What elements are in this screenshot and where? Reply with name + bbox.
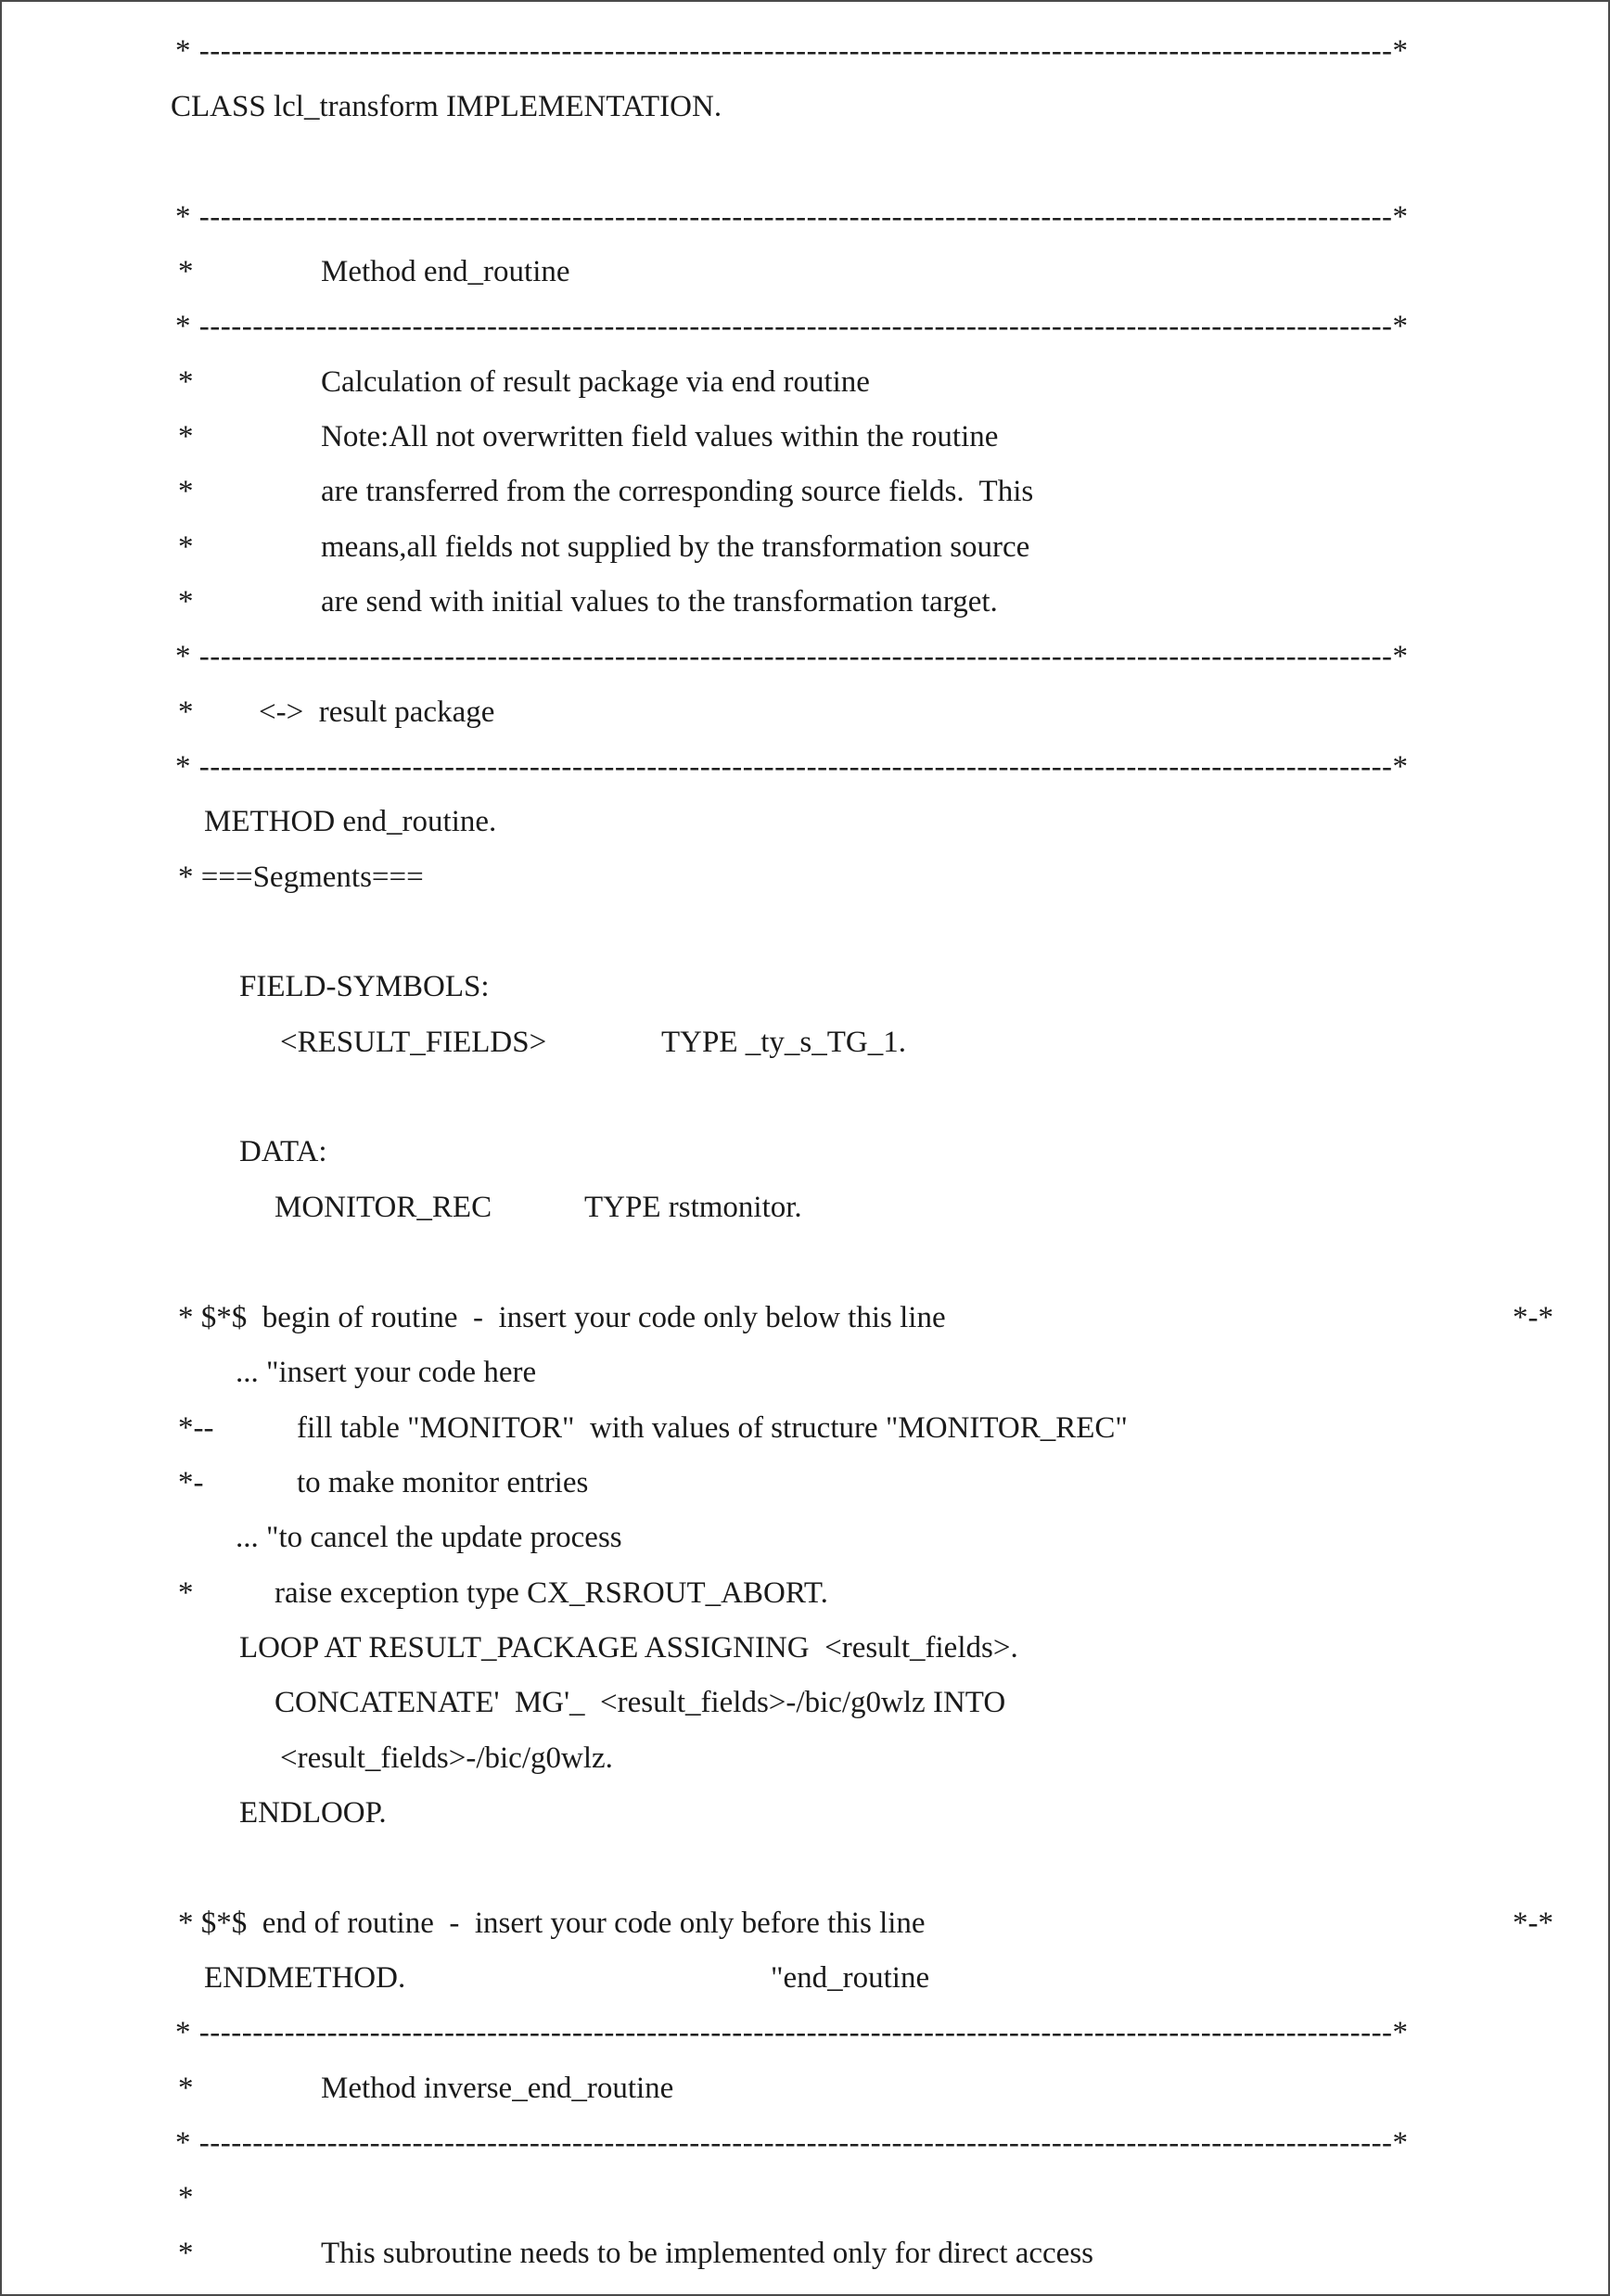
code-line [2,2006,1608,2060]
comment-rule: * ----------------------------------------------------------------------------------------------------------------* [175,750,1409,784]
code-line [2,2226,1608,2281]
code-statement: ... "to cancel the update process [236,1521,622,1554]
code-line [2,685,1608,740]
comment-rule: * ----------------------------------------------------------------------------------------------------------------* [175,200,1409,234]
code-line [2,300,1608,354]
code-line [2,245,1608,300]
comment-text: This subroutine needs to be implemented only for direct access [321,2237,1094,2270]
code-statement: CONCATENATE' MG'_ <result_fields>-/bic/g0wlz INTO [275,1686,1006,1719]
comment-text: to make monitor entries [297,1466,589,1499]
comment-star: * [178,2237,194,2270]
code-line [2,1291,1608,1346]
code-line [2,2061,1608,2116]
comment-star: *-- [178,1411,214,1445]
code-line [2,1125,1608,1180]
comment-star: * [178,475,194,508]
comment-text: * $*$ end of routine - insert your code only before this line [178,1907,926,1940]
code-type: TYPE _ty_s_TG_1. [661,1026,906,1059]
comment-text: <-> result package [259,695,495,729]
comment-text: Note:All not overwritten field values within the routine [321,420,999,453]
method-heading: Method inverse_end_routine [321,2072,674,2105]
code-line [2,960,1608,1014]
code-statement: ENDLOOP. [239,1796,387,1830]
code-line [2,2171,1608,2226]
comment-rule: * ----------------------------------------------------------------------------------------------------------------* [175,34,1409,68]
code-line [2,80,1608,134]
comment-text: Calculation of result package via end routine [321,365,870,399]
code-line [2,1511,1608,1565]
comment-end-marker: *-* [1513,1301,1553,1334]
method-statement: METHOD end_routine. [204,805,497,838]
code-line [2,1951,1608,2006]
code-statement: DATA: [239,1135,327,1168]
comment-rule: * ----------------------------------------------------------------------------------------------------------------* [175,640,1409,673]
comment-rule: * ----------------------------------------------------------------------------------------------------------------* [175,2126,1409,2160]
code-line [2,575,1608,630]
comment-star: * [178,2181,194,2214]
code-line [2,1786,1608,1841]
code-line [2,1621,1608,1676]
comment-star: * [178,365,194,399]
code-statement: <result_fields>-/bic/g0wlz. [280,1741,613,1775]
comment-star: * [178,420,194,453]
code-line [2,1346,1608,1400]
code-line [2,1676,1608,1730]
method-heading: Method end_routine [321,255,570,288]
comment-text: are send with initial values to the transformation target. [321,585,998,619]
code-statement: LOOP AT RESULT_PACKAGE ASSIGNING <result_fields>. [239,1631,1018,1665]
code-line [2,1731,1608,1786]
code-type: TYPE rstmonitor. [584,1191,802,1224]
comment-text: * ===Segments=== [178,861,424,894]
code-line [2,1896,1608,1951]
comment-text: raise exception type CX_RSROUT_ABORT. [275,1576,828,1610]
code-statement: FIELD-SYMBOLS: [239,970,490,1003]
code-line [2,1180,1608,1235]
class-declaration: CLASS lcl_transform IMPLEMENTATION. [171,90,722,123]
comment-star: * [178,530,194,564]
comment-star: *- [178,1466,204,1499]
code-line [2,795,1608,849]
method-statement: ENDMETHOD. [204,1961,406,1995]
code-line [2,355,1608,410]
comment-text: are transferred from the corresponding source fields. This [321,475,1034,508]
code-identifier: MONITOR_REC [275,1191,492,1224]
code-line [2,465,1608,519]
code-line [2,410,1608,465]
comment-star: * [178,255,194,288]
comment-text: * $*$ begin of routine - insert your code only below this line [178,1301,946,1334]
comment-star: * [178,585,194,619]
code-line [2,190,1608,245]
comment-star: * [178,1576,194,1610]
code-line [2,1401,1608,1456]
comment-star: * [178,695,194,729]
code-line [2,850,1608,905]
code-line [2,1015,1608,1070]
code-line [2,520,1608,575]
comment-rule: * ----------------------------------------------------------------------------------------------------------------* [175,2016,1409,2049]
code-statement: ... "insert your code here [236,1356,537,1389]
code-line [2,1456,1608,1511]
code-identifier: <RESULT_FIELDS> [280,1026,547,1059]
comment-end-marker: *-* [1513,1907,1553,1940]
code-line [2,740,1608,795]
inline-comment: "end_routine [771,1961,930,1995]
comment-text: fill table "MONITOR" with values of structure "MONITOR_REC" [297,1411,1128,1445]
comment-text: means,all fields not supplied by the transformation source [321,530,1030,564]
comment-rule: * ----------------------------------------------------------------------------------------------------------------* [175,310,1409,343]
code-line [2,1566,1608,1621]
code-line [2,630,1608,684]
code-line [2,24,1608,79]
comment-star: * [178,2072,194,2105]
code-line [2,2116,1608,2171]
